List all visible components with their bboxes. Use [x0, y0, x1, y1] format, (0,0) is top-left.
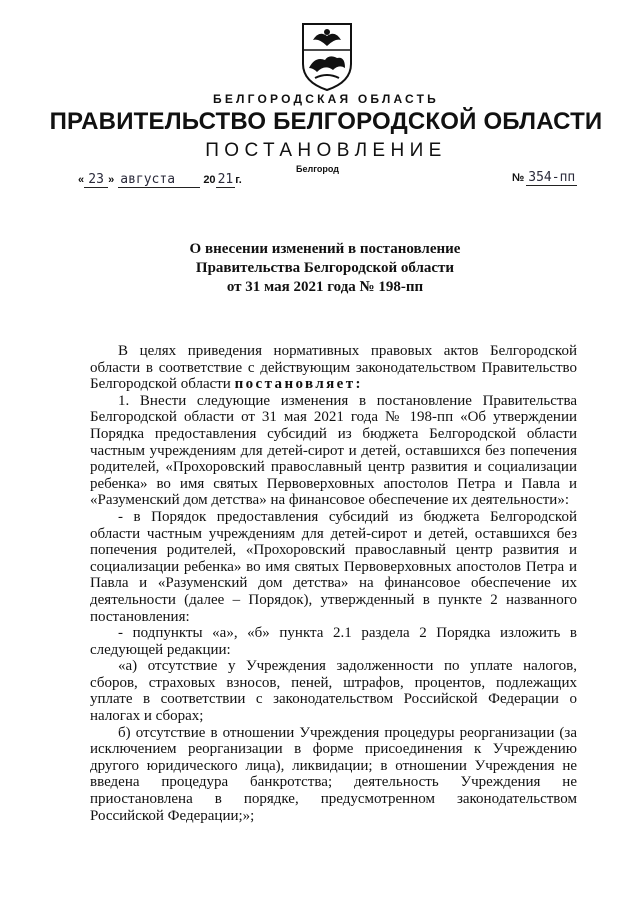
decree-word: постановляет: [234, 376, 363, 393]
document-number [512, 171, 577, 186]
document-date [78, 173, 242, 188]
number-prefix: № [512, 172, 525, 184]
body-paragraph-5: б) отсутствие в отношении Учреждения процедуры реорганизации (за исключением реорганизации в форме присоединения к Учреждению другого юридического лица), ликвидации; в отношении Учреждения не введена процедура банкротства; деятельность Учреждения не приостановлена в порядке, предусмотренном законодательством Российской Федерации;»; [90, 724, 577, 824]
intro-text: В целях приведения нормативных правовых актов Белгородской области в соответствие с действующим законодательством Правительство Белгородской области [90, 343, 577, 393]
region-heading: БЕЛГОРОДСКАЯ ОБЛАСТЬ [213, 92, 439, 106]
body-paragraph-4: «а) отсутствие у Учреждения задолженности по уплате налогов, сборов, страховых взносов, пеней, штрафов, процентов, подлежащих уплате в соответствии с законодательством Российской Федерации о налогах и сборах; [90, 658, 577, 725]
body-intro-paragraph [90, 343, 577, 393]
document-type-heading: ПОСТАНОВЛЕНИЕ [205, 140, 447, 161]
date-year-suffix: 21 [217, 172, 234, 187]
date-year-unit: г. [235, 174, 242, 186]
body-paragraph-3: - подпункты «а», «б» пункта 2.1 раздела 2 Порядка изложить в следующей редакции: [90, 625, 577, 658]
date-month: августа [118, 173, 200, 188]
date-day: 23 [84, 173, 108, 188]
date-year-prefix: 20 [203, 174, 216, 186]
body-paragraph-2: - в Порядок предоставления субсидий из бюджета Белгородской области частным учреждениям для детей-сирот и детей, оставшихся без попечения родителей, «Прохоровский православный центр развития и социализации ребенка» во имя святых Первоверховных апостолов Петра и Павла и «Разуменский дом детства» на финансовое обеспечение их деятельности (далее – Порядок), утвержденный в пункте 2 названного постановления: [90, 508, 577, 625]
date-close-quote: » [108, 174, 115, 186]
number-value: 354-пп [528, 170, 576, 185]
title-line-2: Правительства Белгородской области [195, 260, 455, 276]
date-open-quote: « [78, 174, 85, 186]
title-line-3: от 31 мая 2021 года № 198-пп [226, 279, 424, 295]
document-body [90, 343, 577, 824]
government-heading: ПРАВИТЕЛЬСТВО БЕЛГОРОДСКОЙ ОБЛАСТИ [49, 108, 603, 135]
body-paragraph-1: 1. Внести следующие изменения в постановление Правительства Белгородской области от 31 мая 2021 года № 198-пп «Об утверждении Порядка предоставления субсидий из бюджета Белгородской области частным учреждениям для детей-сирот и детей, оставшихся без попечения родителей, «Прохоровский православный центр развития и социализации ребенка» во имя святых Первоверховных апостолов Петра и Павла и «Разуменский дом детства» на финансовое обеспечение их деятельности»: [90, 392, 577, 509]
city-label: Белгород [296, 164, 339, 174]
coat-of-arms-icon [299, 20, 355, 92]
document-title [0, 240, 640, 297]
title-line-1: О внесении изменений в постановление [189, 241, 461, 257]
